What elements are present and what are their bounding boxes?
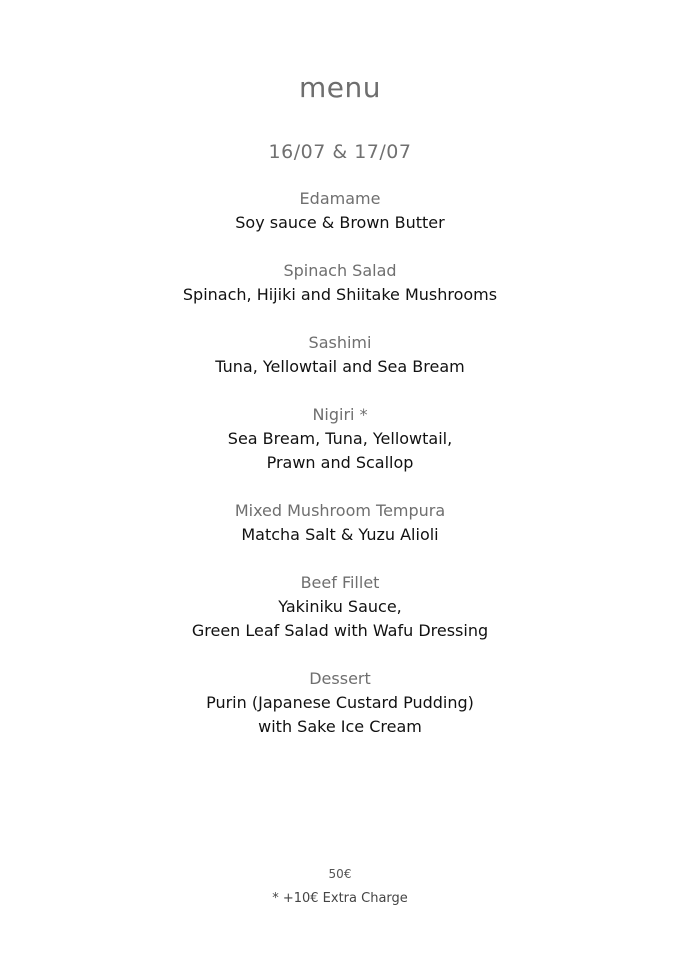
course-name: Nigiri * xyxy=(312,405,368,424)
course-name: Spinach Salad xyxy=(283,261,397,280)
course-dessert xyxy=(0,667,680,739)
course-name: Edamame xyxy=(299,189,381,208)
course-list xyxy=(0,187,680,763)
course-description: Tuna, Yellowtail and Sea Bream xyxy=(215,357,465,376)
course-name: Mixed Mushroom Tempura xyxy=(234,501,446,520)
course-edamame xyxy=(0,187,680,235)
course-name: Dessert xyxy=(309,669,371,688)
course-description: Soy sauce & Brown Butter xyxy=(235,213,445,232)
course-sashimi xyxy=(0,331,680,379)
course-description: Sea Bream, Tuna, Yellowtail, xyxy=(227,429,453,448)
course-spinach-salad xyxy=(0,259,680,307)
course-description: Spinach, Hijiki and Shiitake Mushrooms xyxy=(182,285,498,304)
course-description: Purin (Japanese Custard Pudding) xyxy=(206,693,474,712)
course-nigiri xyxy=(0,403,680,475)
course-name: Sashimi xyxy=(308,333,372,352)
course-beef-fillet xyxy=(0,571,680,643)
course-description: Green Leaf Salad with Wafu Dressing xyxy=(191,621,489,640)
course-description: Yakiniku Sauce, xyxy=(278,597,402,616)
course-description: Matcha Salt & Yuzu Alioli xyxy=(241,525,439,544)
menu-title: menu xyxy=(299,71,381,104)
course-description: with Sake Ice Cream xyxy=(258,717,422,736)
course-name: Beef Fillet xyxy=(300,573,380,592)
extra-charge-note: * +10€ Extra Charge xyxy=(272,891,408,906)
course-mixed-mushroom-tempura xyxy=(0,499,680,547)
course-description: Prawn and Scallop xyxy=(266,453,414,472)
menu-price: 50€ xyxy=(328,867,352,881)
menu-date: 16/07 & 17/07 xyxy=(268,141,412,163)
